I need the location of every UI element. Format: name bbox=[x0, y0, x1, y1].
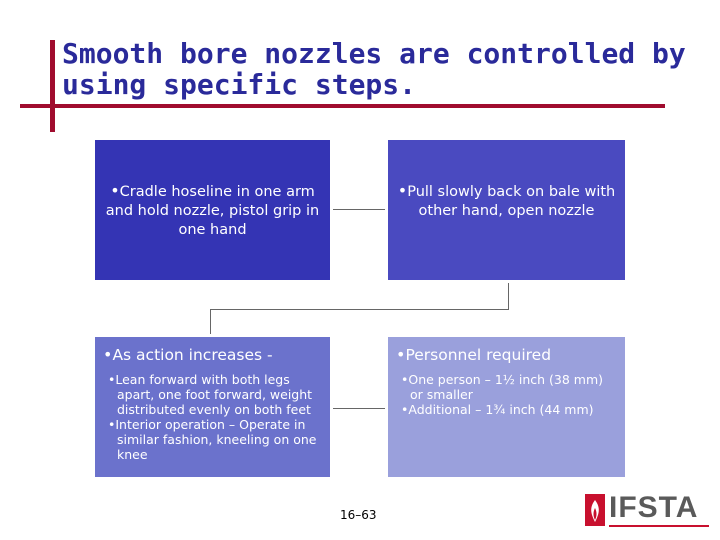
list-item bbox=[396, 402, 619, 417]
ifsta-logo bbox=[585, 492, 710, 530]
connector-2-3-drop bbox=[210, 309, 211, 334]
step-text: Pull slowly back on bale with other hand, open nozzle bbox=[407, 184, 616, 219]
step-text: Cradle hoseline in one arm and hold nozzle, pistol grip in one hand bbox=[105, 184, 320, 238]
list-item bbox=[396, 372, 619, 402]
connector-2-3-vertical bbox=[508, 283, 509, 309]
list-item-text: Additional – 1¾ inch (44 mm) bbox=[408, 402, 594, 417]
bullet-icon: • bbox=[401, 402, 409, 417]
step-sublist bbox=[388, 365, 625, 417]
bullet-icon: • bbox=[397, 181, 408, 200]
bullet-icon: • bbox=[108, 372, 116, 387]
bullet-icon: • bbox=[396, 345, 406, 364]
list-item-text: Interior operation – Operate in similar fashion, kneeling on one knee bbox=[115, 417, 317, 462]
logo-underline bbox=[609, 525, 709, 527]
list-item-text: Lean forward with both legs apart, one foot forward, weight distributed evenly on both feet bbox=[115, 372, 313, 417]
connector-3-4 bbox=[333, 408, 385, 409]
bullet-icon: • bbox=[108, 417, 116, 432]
connector-1-2 bbox=[333, 209, 385, 210]
list-item-text: One person – 1½ inch (38 mm) or smaller bbox=[408, 372, 604, 402]
step-heading bbox=[95, 337, 330, 365]
accent-vertical-bar bbox=[50, 40, 55, 132]
step-sublist bbox=[95, 365, 330, 462]
step-heading-text: Personnel required bbox=[405, 346, 552, 364]
page-number: 16–63 bbox=[340, 508, 377, 522]
step-box-pull-bale bbox=[388, 140, 625, 280]
step-box-cradle bbox=[95, 140, 330, 280]
slide-title: Smooth bore nozzles are controlled by using specific steps. bbox=[62, 37, 686, 101]
step-box-action-increases bbox=[95, 337, 330, 477]
bullet-icon: • bbox=[103, 345, 113, 364]
step-box-personnel bbox=[388, 337, 625, 477]
accent-horizontal-bar bbox=[20, 104, 665, 108]
logo-text: IFSTA bbox=[609, 491, 699, 524]
list-item bbox=[103, 417, 324, 462]
connector-2-3-horizontal bbox=[210, 309, 509, 310]
bullet-icon: • bbox=[110, 181, 120, 200]
step-heading-text: As action increases - bbox=[112, 346, 273, 364]
list-item bbox=[103, 372, 324, 417]
bullet-icon: • bbox=[401, 372, 409, 387]
step-heading bbox=[388, 337, 625, 365]
